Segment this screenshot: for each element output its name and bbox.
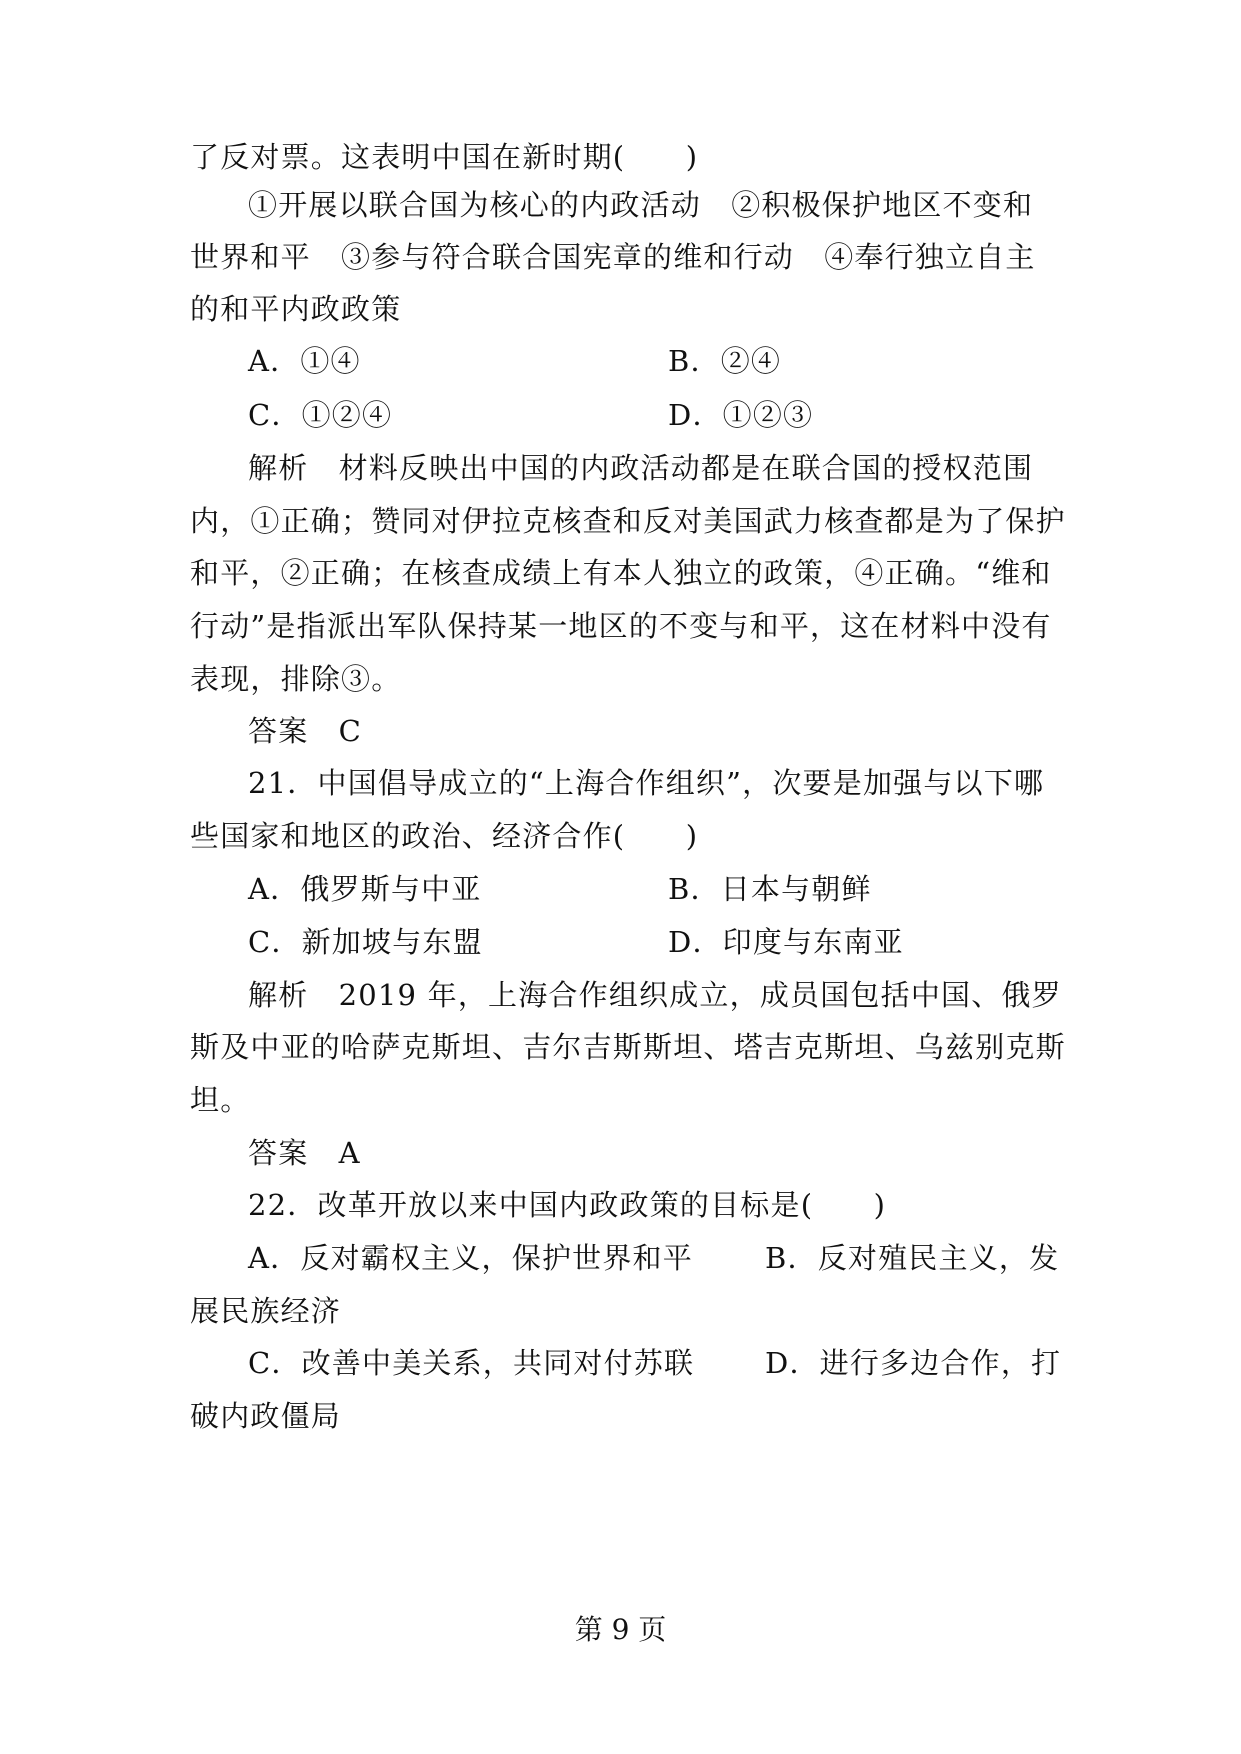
option-a: A．①④: [248, 344, 361, 378]
option-b: B．日本与朝鲜: [668, 872, 872, 906]
question-22: 22．改革开放以来中国内政政策的目标是( ): [248, 1188, 887, 1222]
text-line: 了反对票。这表明中国在新时期( ): [190, 140, 699, 174]
text-line: 的和平内政政策: [190, 292, 402, 326]
analysis-line: 坦。: [190, 1083, 251, 1117]
option-b-cont: 展民族经济: [190, 1294, 342, 1328]
question-21-cont: 些国家和地区的政治、经济合作( ): [190, 819, 699, 853]
option-d: D．进行多边合作，打: [765, 1346, 1062, 1380]
analysis-line: 行动”是指派出军队保持某一地区的不变与和平，这在材料中没有: [190, 609, 1052, 643]
option-c: C．改善中美关系，共同对付苏联: [248, 1346, 695, 1380]
analysis-line: 和平，②正确；在核查成绩上有本人独立的政策，④正确。“维和: [190, 556, 1052, 590]
option-a: A．反对霸权主义，保护世界和平: [248, 1241, 693, 1275]
option-b: B．②④: [668, 344, 782, 378]
analysis-line: 解析 2019 年，上海合作组织成立，成员国包括中国、俄罗: [248, 978, 1062, 1012]
analysis-line: 斯及中亚的哈萨克斯坦、吉尔吉斯斯坦、塔吉克斯坦、乌兹别克斯: [190, 1030, 1066, 1064]
option-c: C．①②④: [248, 398, 393, 432]
text-line: 世界和平 ③参与符合联合国宪章的维和行动 ④奉行独立自主: [190, 240, 1036, 274]
option-b: B．反对殖民主义，发: [765, 1241, 1060, 1275]
analysis-line: 解析 材料反映出中国的内政活动都是在联合国的授权范围: [248, 451, 1034, 485]
text-line: ①开展以联合国为核心的内政活动 ②积极保护地区不变和: [248, 188, 1034, 222]
option-d: D．印度与东南亚: [668, 925, 904, 959]
analysis-line: 表现，排除③。: [190, 662, 402, 696]
page-number: 第 9 页: [574, 1613, 667, 1646]
answer-line: 答案 C: [248, 714, 362, 748]
analysis-line: 内，①正确；赞同对伊拉克核查和反对美国武力核查都是为了保护: [190, 504, 1066, 538]
answer-line: 答案 A: [248, 1136, 361, 1170]
option-d-cont: 破内政僵局: [190, 1399, 342, 1433]
option-a: A．俄罗斯与中亚: [248, 872, 482, 906]
question-21: 21．中国倡导成立的“上海合作组织”，次要是加强与以下哪: [248, 766, 1045, 800]
option-d: D．①②③: [668, 398, 814, 432]
option-c: C．新加坡与东盟: [248, 925, 483, 959]
